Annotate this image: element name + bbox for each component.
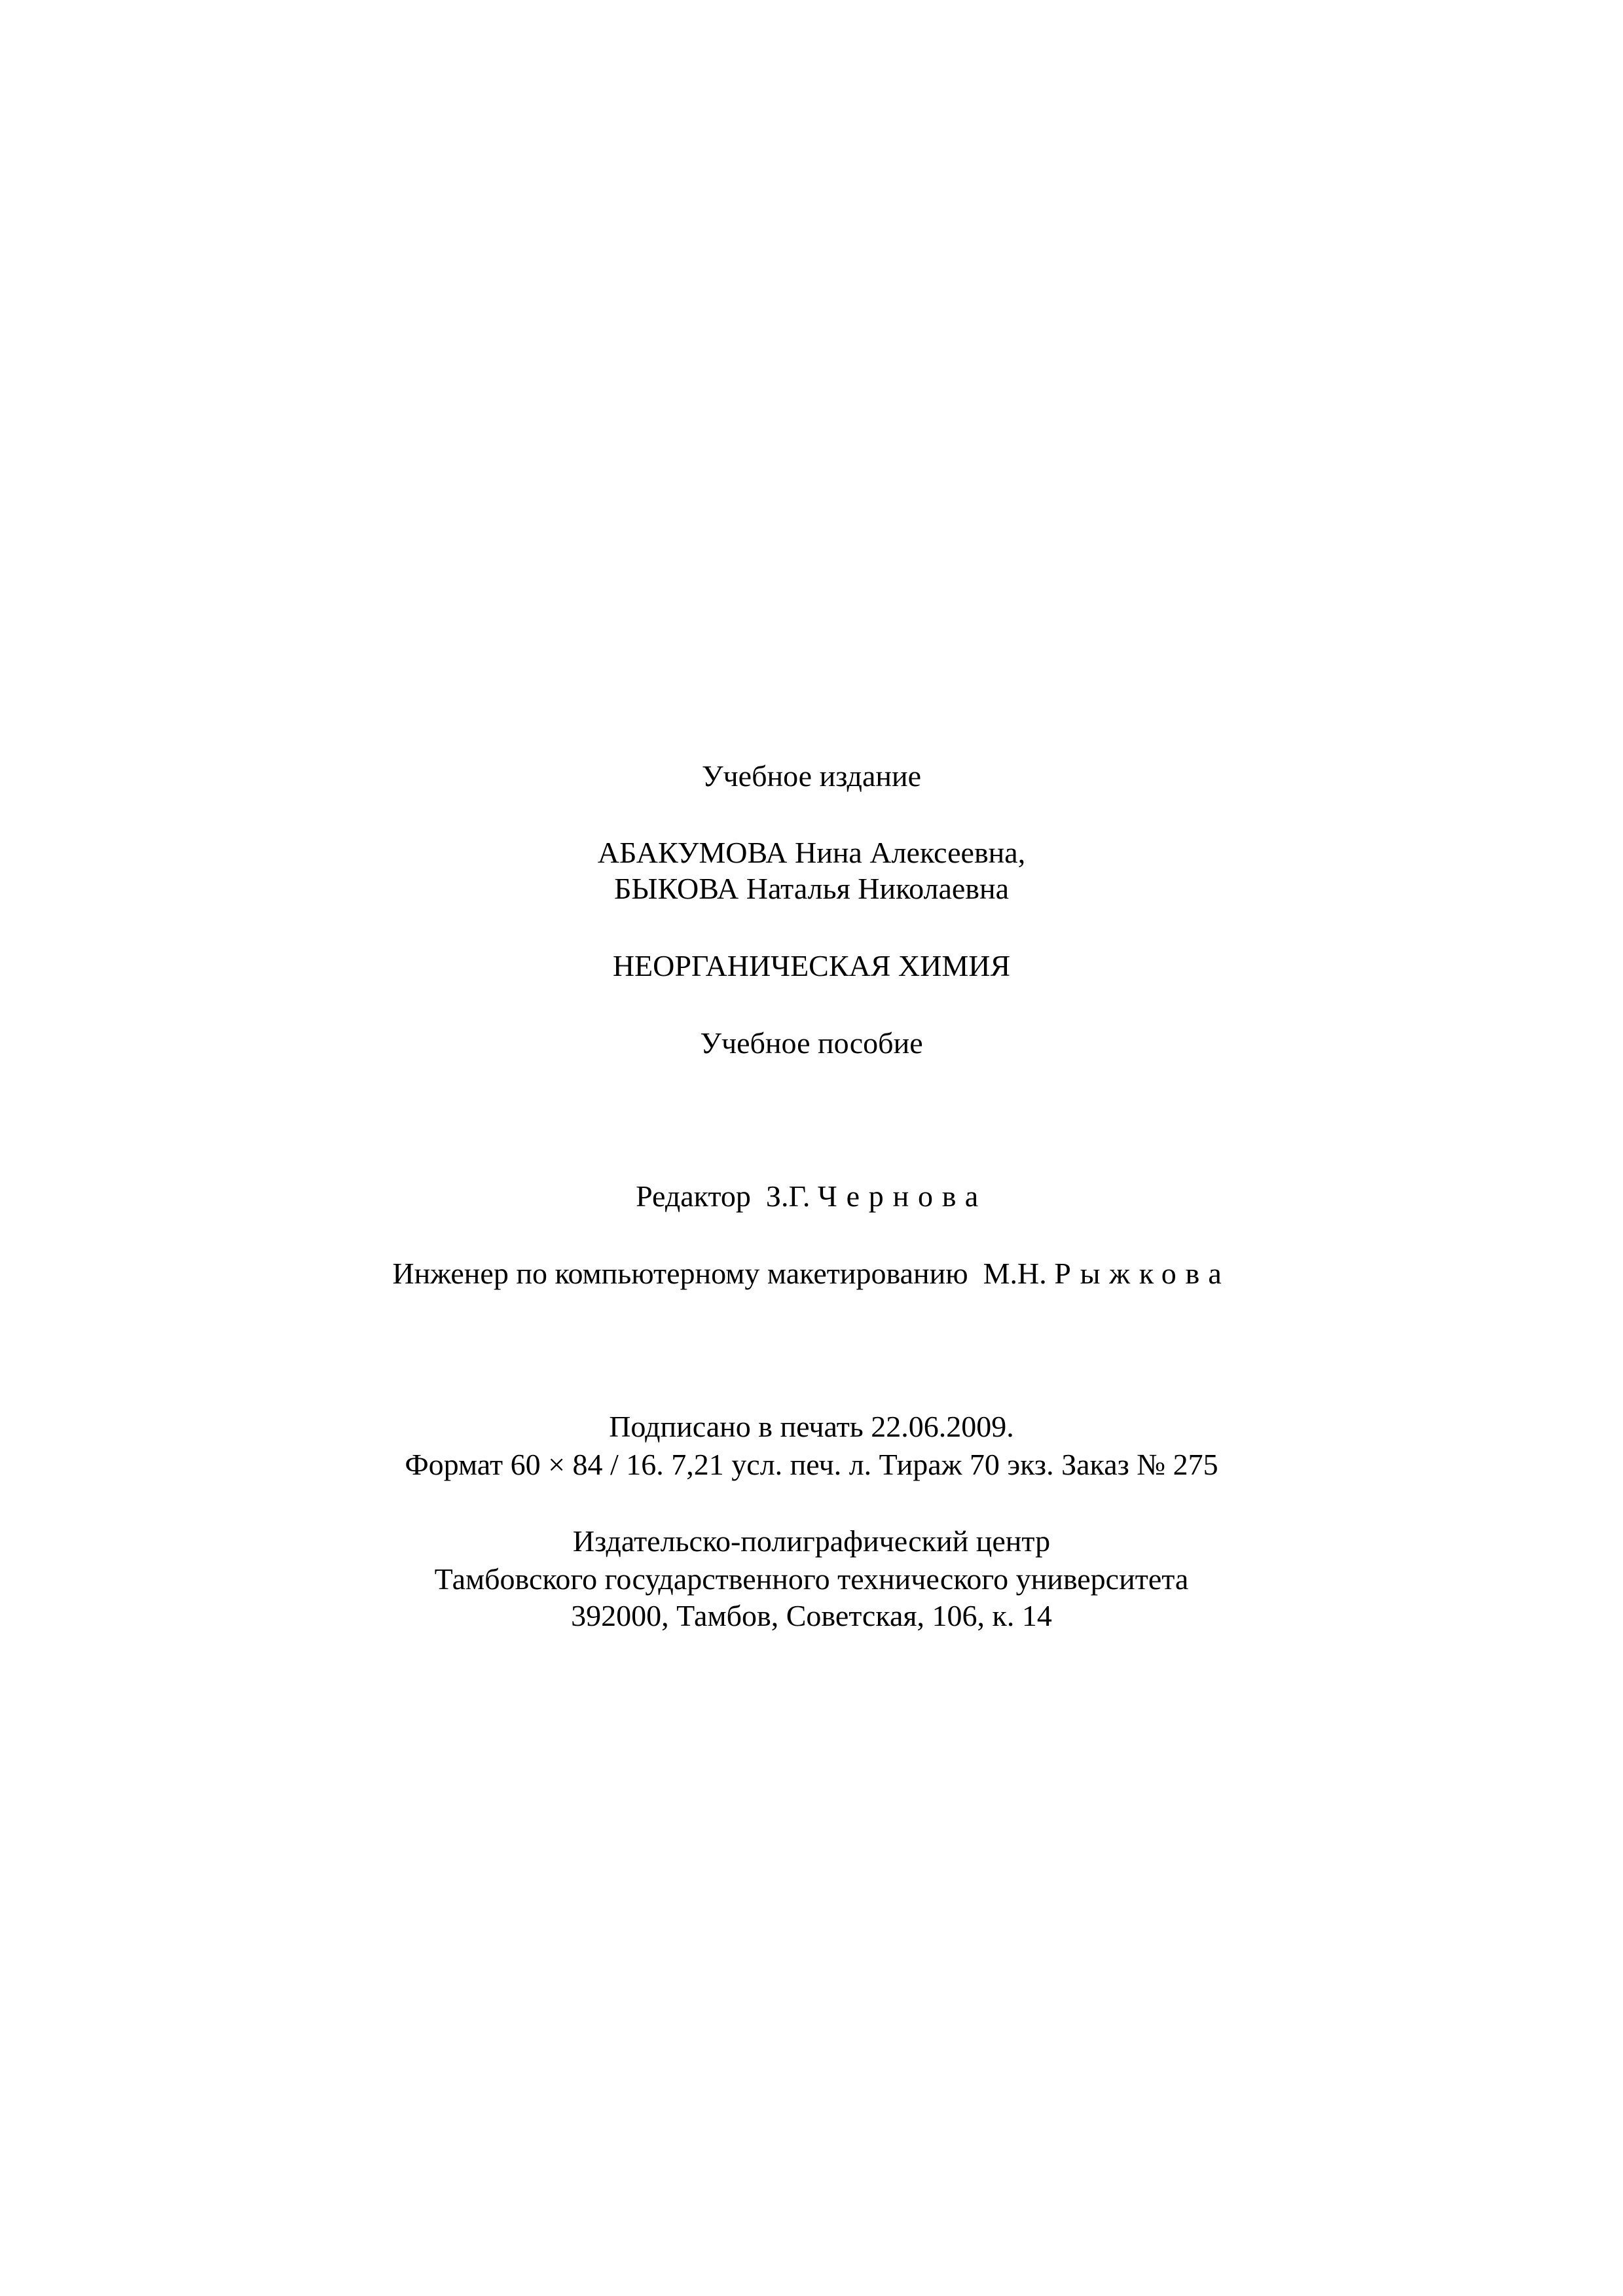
editor-label: Редактор: [636, 1179, 751, 1213]
publisher-university: Тамбовского государственного технического университета: [434, 1562, 1189, 1596]
print-format: Формат 60 × 84 / 16. 7,21 усл. печ. л. Тираж 70 экз. Заказ № 275: [405, 1448, 1218, 1481]
editor-line: [0, 1178, 1623, 1215]
publisher-name: Издательско-полиграфический центр: [572, 1524, 1051, 1558]
layout-engineer-label: Инженер по компьютерному макетированию: [392, 1257, 968, 1290]
publisher-address: 392000, Тамбов, Советская, 106, к. 14: [571, 1599, 1052, 1632]
editor-initials: З.Г.: [765, 1179, 811, 1213]
book-title: НЕОРГАНИЧЕСКАЯ ХИМИЯ: [612, 949, 1011, 982]
layout-engineer-initials: М.Н.: [983, 1257, 1047, 1290]
author-1: АБАКУМОВА Нина Алексеевна,: [597, 836, 1026, 869]
author-2: БЫКОВА Наталья Николаевна: [613, 872, 1010, 905]
signed-date: Подписано в печать 22.06.2009.: [609, 1410, 1014, 1443]
layout-engineer-surname: Рыжкова: [1054, 1257, 1231, 1290]
book-subtitle: Учебное пособие: [700, 1026, 923, 1060]
edition-type: Учебное издание: [701, 759, 922, 793]
layout-engineer-line: [0, 1255, 1623, 1292]
editor-surname: Чернова: [817, 1179, 987, 1213]
